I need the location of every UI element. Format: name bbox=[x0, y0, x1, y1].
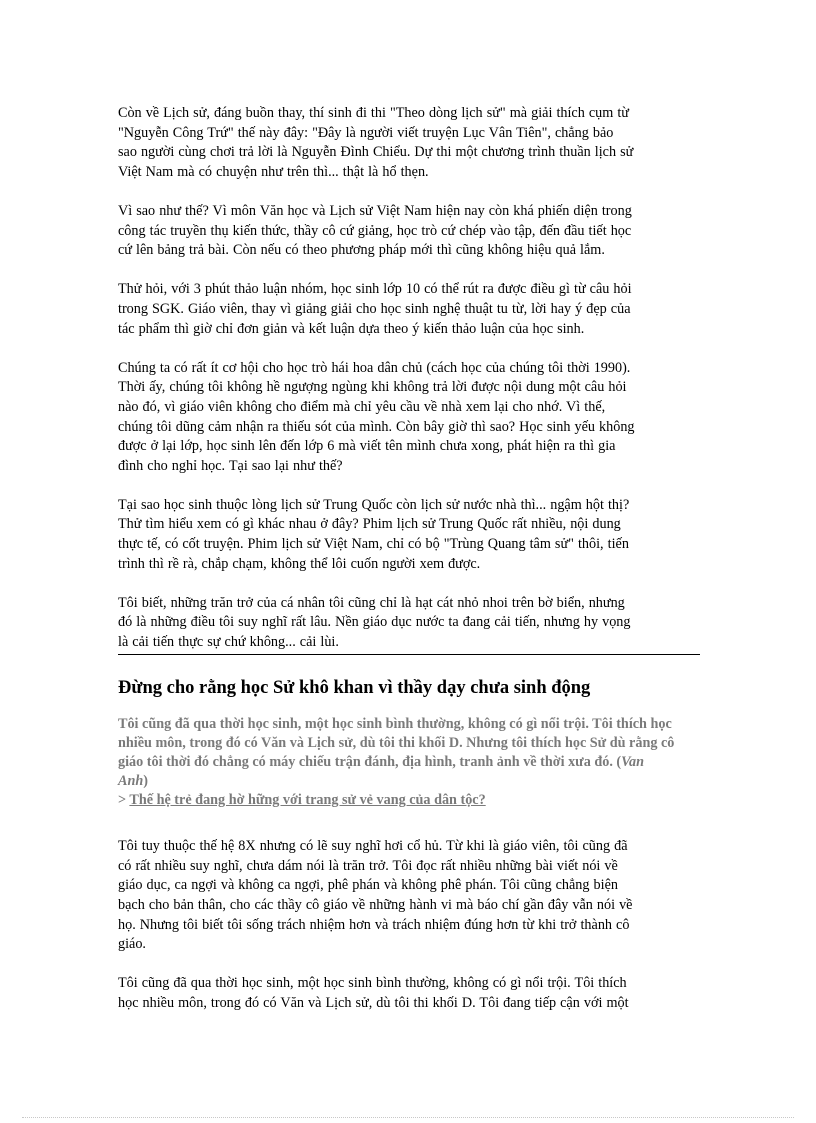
text-line: giáo. bbox=[118, 936, 146, 953]
text-line: có rất nhiều suy nghĩ, chưa dám nói là trăn trở. Tôi đọc rất nhiều những bài viết nói về bbox=[118, 857, 618, 874]
lead-line: nhiều môn, trong đó có Văn và Lịch sử, dù tôi thi khối D. Nhưng tôi thích học Sử dù rằng cô bbox=[118, 735, 675, 752]
text-line: chúng tôi dũng cảm nhận ra thiếu sót của mình. Còn bây giờ thì sao? Học sinh yếu không bbox=[118, 418, 635, 435]
related-prefix: > bbox=[118, 792, 130, 809]
text-line: Tại sao học sinh thuộc lòng lịch sử Trung Quốc còn lịch sử nước nhà thì... ngậm hột thị? bbox=[118, 496, 630, 513]
text-line: thực tế, có cốt truyện. Phim lịch sử Việt Nam, chỉ có bộ "Trùng Quang tâm sử" thôi, tiến bbox=[118, 536, 629, 553]
text-line: Còn về Lịch sử, đáng buồn thay, thí sinh đi thi "Theo dòng lịch sử" mà giải thích cụm từ bbox=[118, 105, 629, 121]
text-line: nào đó, vì giáo viên không cho điểm mà chỉ yêu cầu về nhà xem lại cho nhớ. Vì thế, bbox=[118, 398, 606, 415]
text-line: họ. Nhưng tôi biết tôi sống trách nhiệm hơn và trách nhiệm đúng hơn từ khi trở thành cô bbox=[118, 916, 630, 933]
page-bottom-border bbox=[22, 1117, 794, 1118]
text-line: Chúng ta có rất ít cơ hội cho học trò hái hoa dân chủ (cách học của chúng tôi thời 1990). bbox=[118, 359, 631, 376]
text-line: cứ lên bảng trả bài. Còn nếu có theo phương pháp mới thì cũng không hiệu quả lắm. bbox=[118, 242, 605, 259]
text-line: Việt Nam mà có chuyện như trên thì... thật là hổ thẹn. bbox=[118, 163, 429, 180]
text-line: "Nguyễn Công Trứ" thế này đây: "Đây là người viết truyện Lục Vân Tiên", chẳng bảo bbox=[118, 124, 614, 141]
paragraph bbox=[118, 837, 698, 955]
text-line: được ở lại lớp, học sinh lên đến lớp 6 mà viết tên mình chưa xong, phát hiện ra thì gia bbox=[118, 438, 616, 455]
related-article bbox=[118, 791, 698, 810]
paragraph bbox=[118, 202, 698, 261]
text-line: đình cho nghỉ học. Tại sao lại như thế? bbox=[118, 457, 343, 474]
paragraph bbox=[118, 594, 698, 653]
text-line: đó là những điều tôi suy nghĩ rất lâu. Nền giáo dục nước ta đang cải tiến, nhưng hy vọng bbox=[118, 614, 631, 631]
paragraph bbox=[118, 974, 698, 1013]
paragraph bbox=[118, 496, 698, 574]
text-line: Thời ấy, chúng tôi không hề ngượng ngùng khi không trả lời được nội dung một câu hỏi bbox=[118, 379, 627, 396]
article-body-top bbox=[118, 104, 698, 653]
lead-line: Tôi cũng đã qua thời học sinh, một học sinh bình thường, không có gì nổi trội. Tôi thích học bbox=[118, 716, 672, 733]
article-body-bottom bbox=[118, 837, 698, 1013]
text-line: Thử tìm hiểu xem có gì khác nhau ở đây? Phim lịch sử Trung Quốc rất nhiều, nội dung bbox=[118, 516, 621, 533]
text-line: học nhiều môn, trong đó có Văn và Lịch sử, dù tôi thi khối D. Tôi đang tiếp cận với một bbox=[118, 994, 629, 1011]
text-line: công tác truyền thụ kiến thức, thầy cô cứ giảng, học trò cứ chép vào tập, đến đầu tiết học bbox=[118, 222, 632, 239]
section-divider bbox=[118, 654, 700, 655]
article-lead bbox=[118, 715, 698, 810]
paragraph bbox=[118, 359, 698, 477]
document-page bbox=[118, 104, 698, 1033]
author-name-first: Van bbox=[621, 754, 645, 771]
text-line: trình thì rề rà, chắp chạm, không thể lôi cuốn người xem được. bbox=[118, 555, 481, 572]
text-line: bạch cho bản thân, cho các thầy cô giáo về những hành vi mà báo chí gần đây vẫn nói về bbox=[118, 897, 633, 913]
text-line: Tôi tuy thuộc thế hệ 8X nhưng có lẽ suy nghĩ hơi cổ hủ. Từ khi là giáo viên, tôi cũng đã bbox=[118, 838, 628, 855]
author-name-last: Anh bbox=[118, 773, 144, 790]
author-close: ) bbox=[143, 773, 148, 790]
lead-line-text: giáo tôi thời đó chẳng có máy chiếu trận đánh, địa hình, tranh ảnh về thời xưa đó. ( bbox=[118, 754, 622, 771]
text-line: Vì sao như thế? Vì môn Văn học và Lịch sử Việt Nam hiện nay còn khá phiến diện trong bbox=[118, 202, 632, 219]
text-line: Thử hỏi, với 3 phút thảo luận nhóm, học sinh lớp 10 có thể rút ra được điều gì từ câu hỏi bbox=[118, 281, 632, 298]
text-line: giáo dục, ca ngợi và không ca ngợi, phê phán và không phê phán. Tôi cũng chẳng biện bbox=[118, 877, 618, 894]
text-line: là cải tiến thực sự chứ không... cải lùi. bbox=[118, 634, 339, 651]
text-line: trong SGK. Giáo viên, thay vì giảng giải cho học sinh nghệ thuật tu từ, lời hay ý đẹp của bbox=[118, 300, 631, 317]
lead-line bbox=[118, 753, 698, 772]
text-line: sao người cùng chơi trả lời là Nguyễn Đình Chiểu. Dự thi một chương trình thuần lịch sử bbox=[118, 144, 634, 161]
related-article-link[interactable]: Thế hệ trẻ đang hờ hững với trang sử vẻ vang của dân tộc? bbox=[129, 792, 486, 809]
text-line: tác phẩm thì giờ chỉ đơn giản và kết luận dựa theo ý kiến thảo luận của học sinh. bbox=[118, 320, 585, 337]
lead-line bbox=[118, 772, 698, 791]
paragraph bbox=[118, 104, 698, 182]
text-line: Tôi biết, những trăn trở của cá nhân tôi cũng chỉ là hạt cát nhỏ nhoi trên bờ biển, nhưng bbox=[118, 594, 625, 611]
article-title: Đừng cho rằng học Sử khô khan vì thầy dạy chưa sinh động bbox=[118, 678, 591, 699]
text-line: Tôi cũng đã qua thời học sinh, một học sinh bình thường, không có gì nổi trội. Tôi thích bbox=[118, 975, 627, 992]
paragraph bbox=[118, 280, 698, 339]
